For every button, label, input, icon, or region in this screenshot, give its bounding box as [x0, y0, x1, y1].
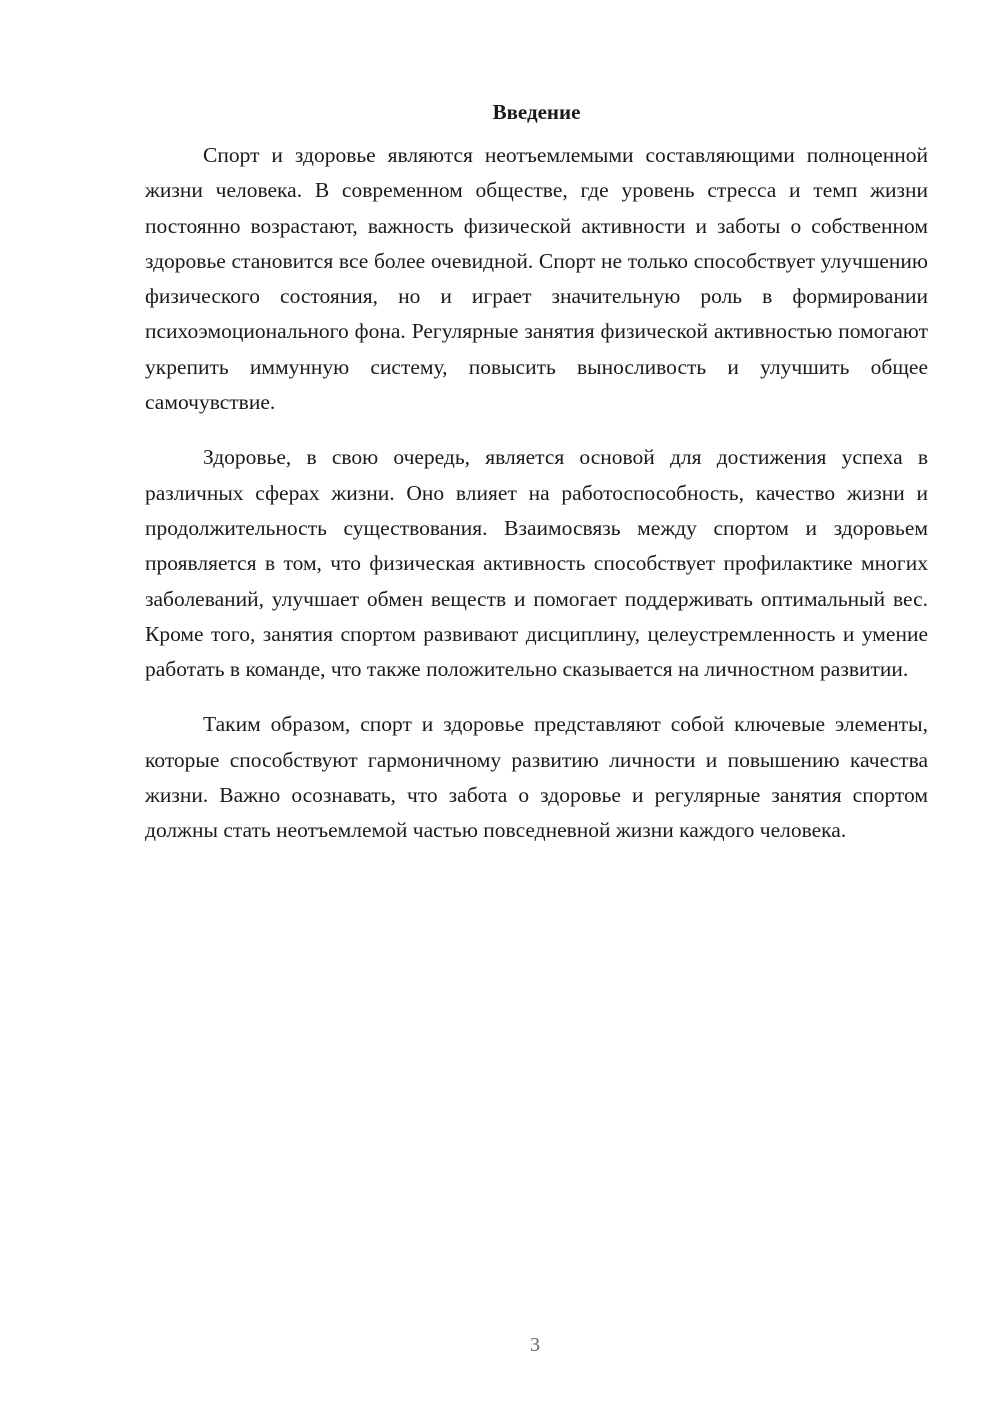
paragraph-1: Спорт и здоровье являются неотъемлемыми составляющими полноценной жизни человека. В современном обществе, где уровень стресса и темп жизни постоянно возрастают, важность физической активности и заботы о собственном здоровье становится все более очевидной. Спорт не только способствует улучшению физического состояния, но и играет значительную роль в формировании психоэмоционального фона. Регулярные занятия физической активностью помогают укрепить иммунную систему, повысить выносливость и улучшить общее самочувствие. [145, 143, 928, 415]
page-number: 3 [530, 1334, 540, 1356]
paragraph-2: Здоровье, в свою очередь, является основой для достижения успеха в различных сферах жизни. Оно влияет на работоспособность, качество жизни и продолжительность существования. Взаимосвязь между спортом и здоровьем проявляется в том, что физическая активность способствует профилактике многих заболеваний, улучшает обмен веществ и помогает поддерживать оптимальный вес. Кроме того, занятия спортом развивают дисциплину, целеустремленность и умение работать в команде, что также положительно сказывается на личностном развитии. [145, 445, 928, 682]
paragraph-3: Таким образом, спорт и здоровье представляют собой ключевые элементы, которые способствуют гармоничному развитию личности и повышению качества жизни. Важно осознавать, что забота о здоровье и регулярные занятия спортом должны стать неотъемлемой частью повседневной жизни каждого человека. [145, 712, 928, 843]
page-title: Введение [492, 100, 581, 124]
page-content [145, 98, 928, 869]
